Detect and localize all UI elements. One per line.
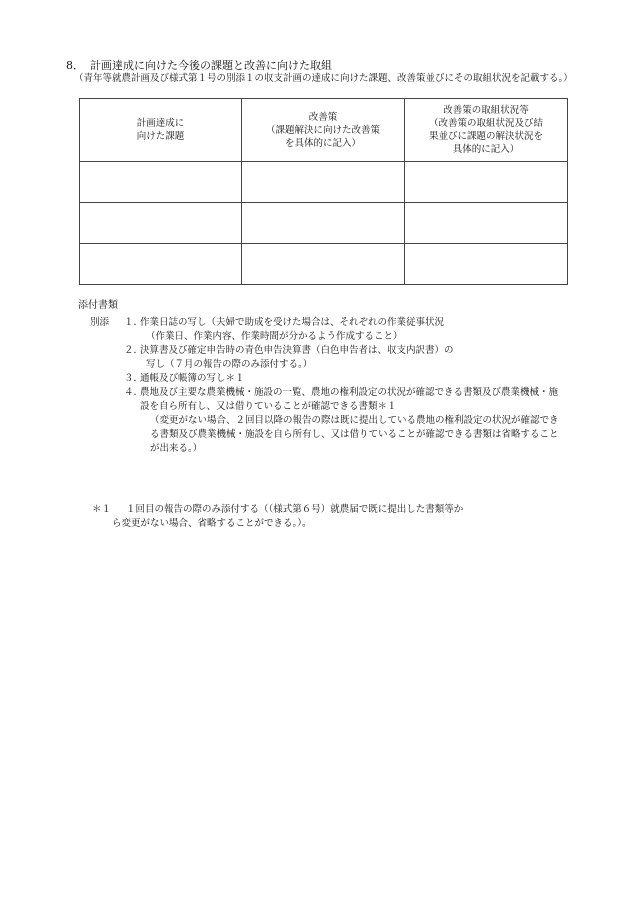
header-improvement: 改善策 （課題解決に向けた改善策 を具体的に記入） (242, 99, 405, 162)
table-cell[interactable] (80, 162, 242, 203)
attachments-title: 添付書類 (78, 300, 118, 311)
table-row (80, 162, 568, 203)
table-cell[interactable] (405, 162, 568, 203)
table-header-row (80, 99, 568, 162)
table-cell[interactable] (242, 203, 405, 244)
table-row (80, 203, 568, 244)
attachments-list (90, 316, 560, 456)
table-cell[interactable] (242, 244, 405, 285)
header-progress: 改善策の取組状況等 （改善策の取組状況及び結 果並びに課題の解決状況を 具体的に記入） (405, 99, 568, 162)
list-item: ２． 決算書及び確定申告時の青色申告決算書（白色申告者は、収支内訳書）の 写し（７月の報告の際のみ添付する。） (124, 345, 454, 370)
table-cell[interactable] (80, 244, 242, 285)
footnote-line1: １回目の報告の際のみ添付する（（様式第６号）就農届で既に提出した書類等か (126, 504, 464, 515)
table-cell[interactable] (242, 162, 405, 203)
table-cell[interactable] (80, 203, 242, 244)
table-cell[interactable] (405, 203, 568, 244)
footnote-mark: ＊１ (92, 504, 112, 515)
section-number: 8． (66, 59, 84, 72)
table-row (80, 244, 568, 285)
attachments-label: 別添 (90, 317, 110, 328)
list-item: ３． 通帳及び帳簿の写し＊１ (124, 373, 245, 384)
table-cell[interactable] (405, 244, 568, 285)
header-issues: 計画達成に 向けた課題 (80, 99, 242, 162)
section-note: （青年等就農計画及び様式第１号の別添１の収支計画の達成に向けた課題、改善策並びにその取組状況を記載する。） (74, 73, 573, 84)
plan-table (79, 98, 568, 285)
footnote-line2: ら変更がない場合、省略することができる。）。 (112, 518, 312, 529)
footnote (92, 503, 562, 531)
list-item: １． 作業日誌の写し（夫婦で助成を受けた場合は、それぞれの作業従事状況 （作業日、作業内容、作業時間が分かるよう作成すること） (124, 317, 445, 342)
list-item: ４． 農地及び主要な農業機械・施設の一覧、農地の権利設定の状況が確認できる書類及び農業機械・施設を自ら所有し、又は借りていることが確認できる書類＊１ （変更がない場合、２回目以降の報告の際は既に提出している農地の権利設定の状況が確認できる書類及び農業機械・施設を自ら所有し、又は借りていることが確認できる書類は省略することが出来る。） (124, 387, 559, 454)
section-title: 計画達成に向けた今後の課題と改善に向けた取組 (90, 59, 332, 72)
